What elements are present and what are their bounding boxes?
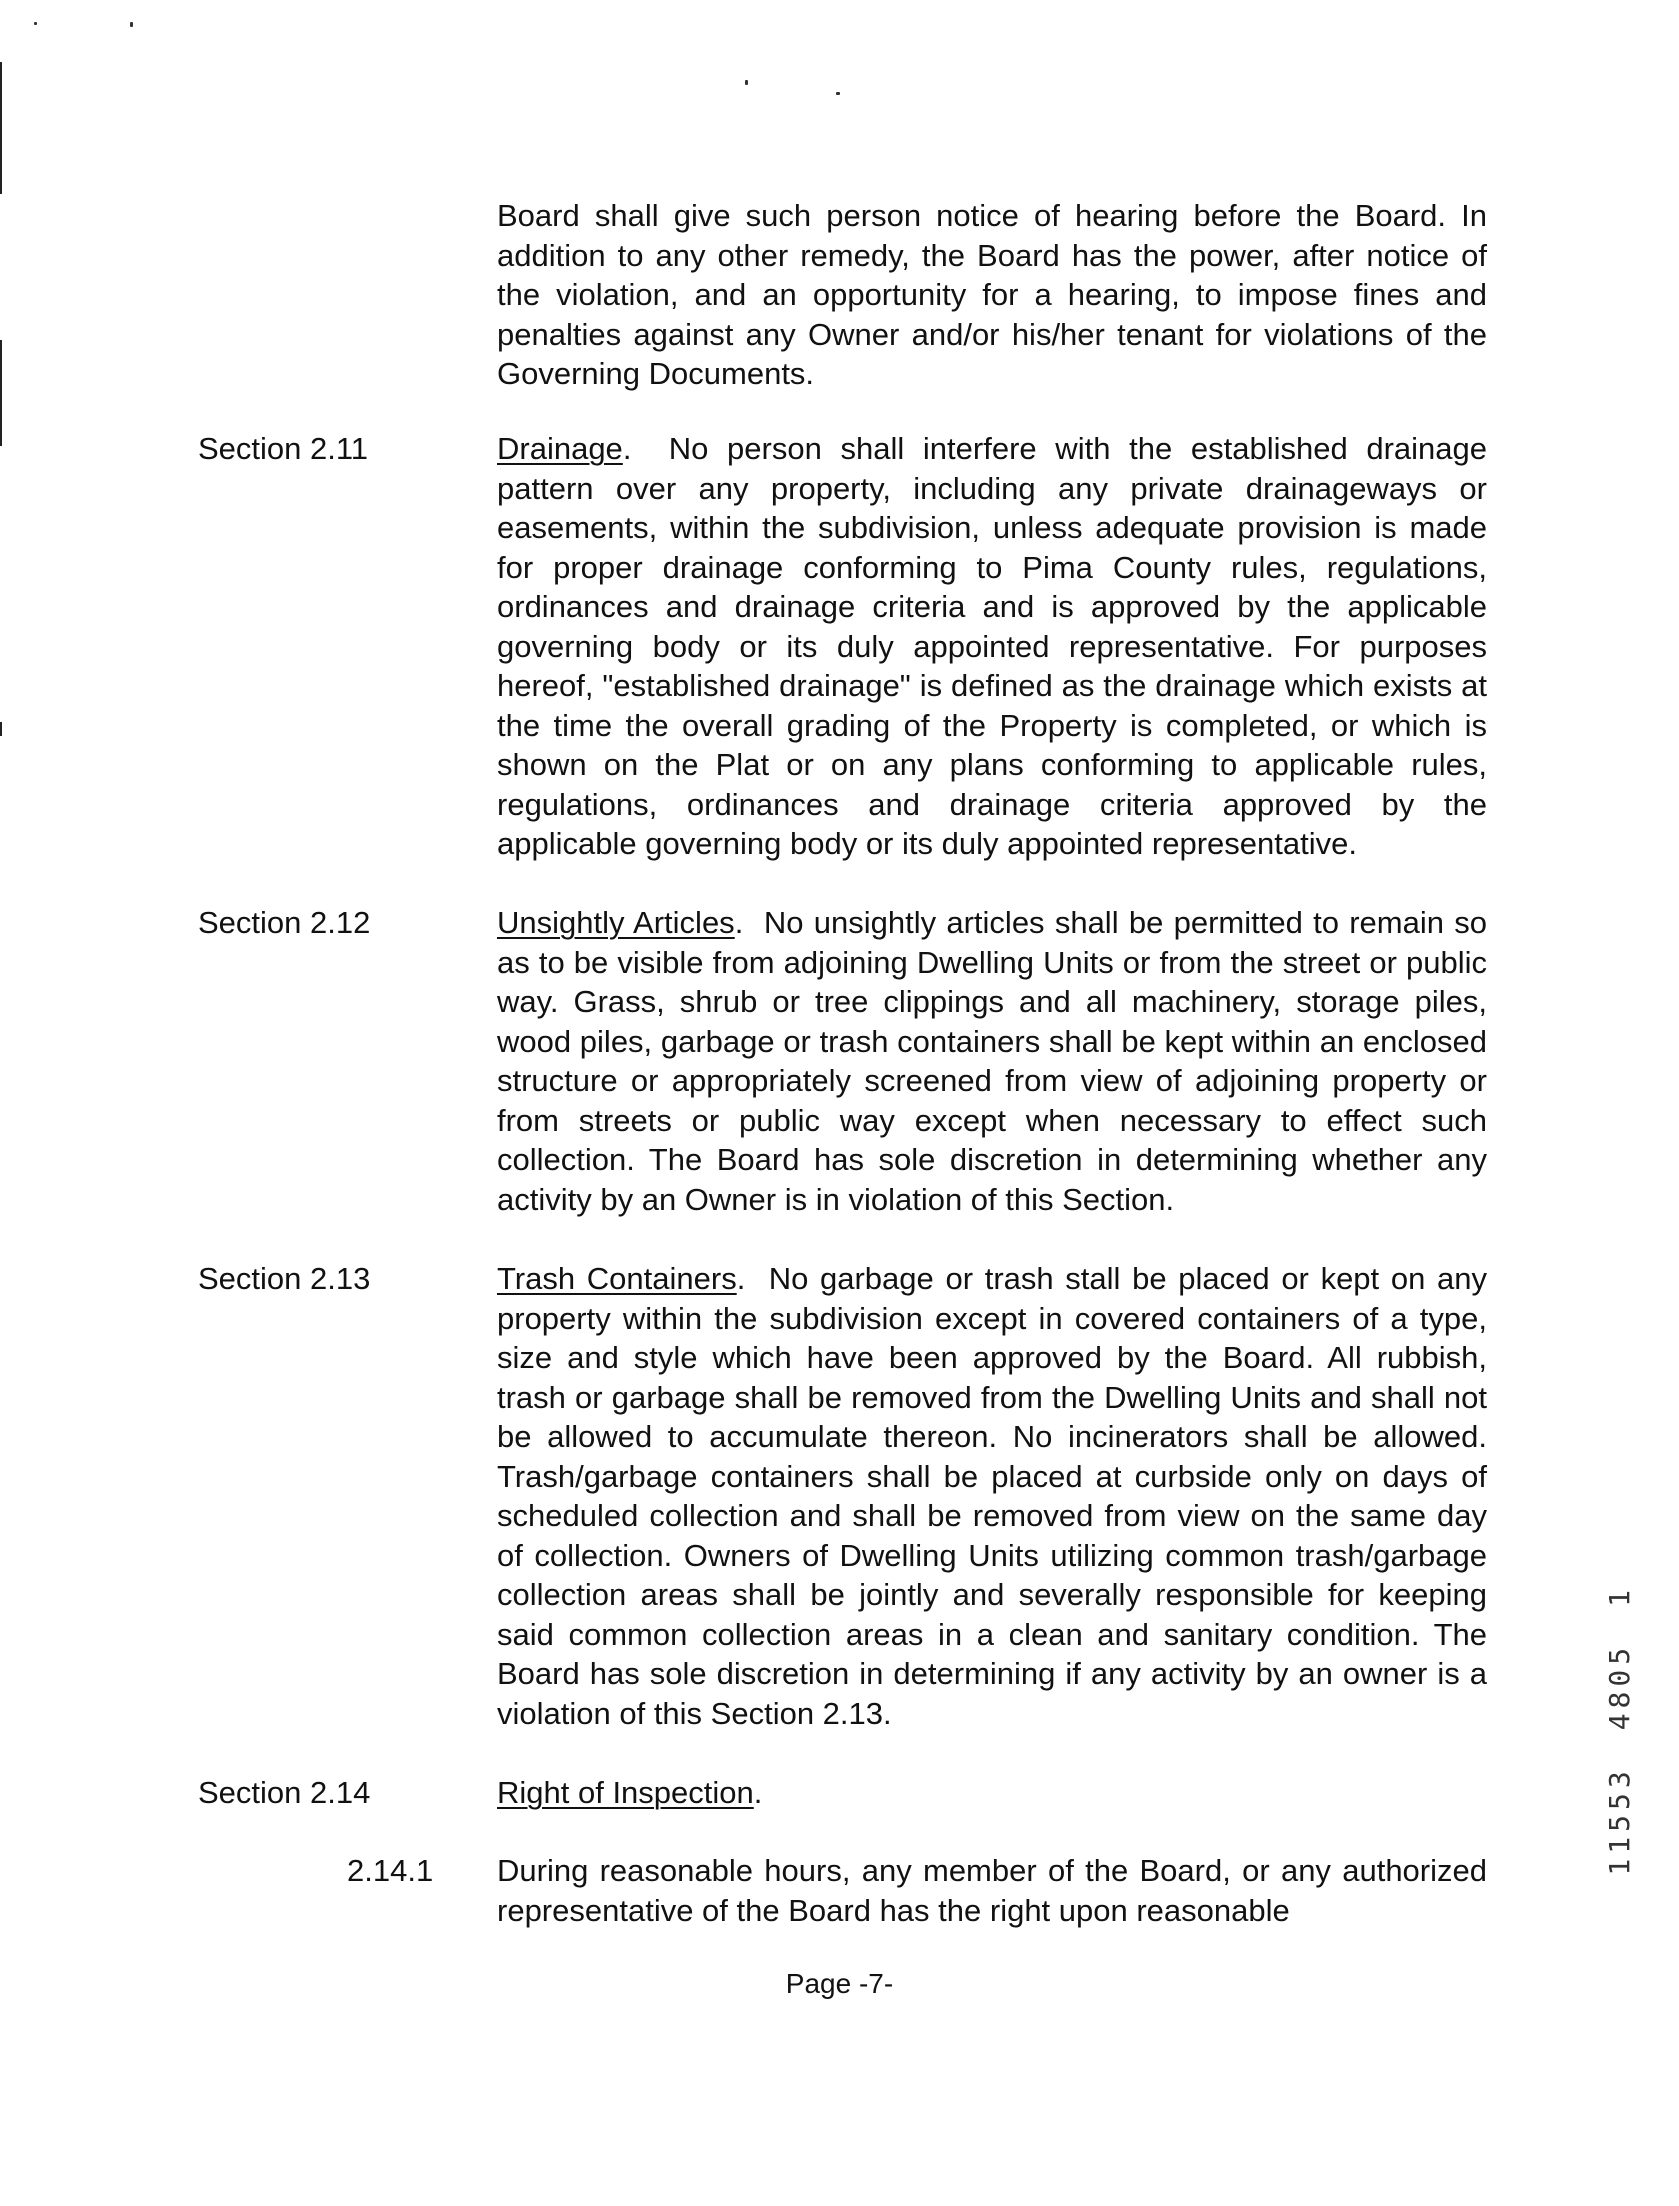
scan-edge-mark — [0, 62, 2, 194]
section-body: Unsightly Articles. No unsightly articles shall be permitted to remain so as to be visible from adjoining Dwelling Units or from the street or public way. Grass, shrub or tree clippings and all machinery, storage piles, wood piles, garbage or trash containers shall be kept within an enclosed structure or appropriately screened from view of adjoining property or from streets or public way except when necessary to effect such collection. The Board has sole discretion in determining whether any activity by an Owner is in violation of this Section. — [497, 905, 1487, 1217]
scan-speck — [34, 22, 37, 25]
scan-speck — [130, 22, 133, 27]
subsection-body: During reasonable hours, any member of the Board, or any authorized representative of the Board has the right upon reasonable — [497, 1853, 1487, 1928]
section-text: No garbage or trash stall be placed or kept on any property within the subdivision except in covered containers of a type, size and style which have been approved by the Board. All rubbish, trash or garbage shall be removed from the Dwelling Units and shall not be allowed to accumulate thereon. No incinerators shall be allowed. Trash/garbage containers shall be placed at curbside only on days of scheduled collection and shall be removed from view on the same day of collection. Owners of Dwelling Units utilizing common trash/garbage collection areas shall be jointly and severally responsible for keeping said common collection areas in a clean and sanitary condition. The Board has sole discretion in determining if any activity by an owner is a violation of this Section 2.13. — [497, 1261, 1487, 1731]
section-label: Section 2.11 — [198, 431, 369, 466]
section-title: Unsightly Articles — [497, 905, 735, 940]
section-label: Section 2.12 — [198, 905, 371, 940]
recording-stamp — [1603, 1585, 1645, 1876]
section-title: Trash Containers — [497, 1261, 737, 1296]
section-title: Drainage — [497, 431, 623, 466]
section-title: Right of Inspection — [497, 1775, 754, 1810]
scan-edge-mark — [0, 722, 2, 736]
section-body: Right of Inspection. — [497, 1775, 763, 1810]
subsection-label: 2.14.1 — [347, 1853, 434, 1888]
scan-edge-mark — [0, 340, 2, 446]
page-number: Page -7- — [785, 1968, 894, 1999]
section-text: No unsightly articles shall be permitted to remain so as to be visible from adjoining Dwelling Units or from the street or public way. Grass, shrub or tree clippings and all machinery, storage piles, wood piles, garbage or trash containers shall be kept within an enclosed structure or appropriately screened from view of adjoining property or from streets or public way except when necessary to effect such collection. The Board has sole discretion in determining whether any activity by an Owner is in violation of this Section. — [497, 905, 1487, 1217]
stamp-number: 11553 — [1603, 1766, 1636, 1876]
intro-paragraph: Board shall give such person notice of hearing before the Board. In addition to any other remedy, the Board has the power, after notice of the violation, and an opportunity for a hearing, to impose fines and penalties against any Owner and/or his/her tenant for violations of the Governing Documents. — [497, 198, 1487, 391]
scan-speck — [836, 92, 840, 95]
stamp-number: 1 — [1603, 1585, 1636, 1607]
section-body: Drainage. No person shall interfere with the established drainage pattern over any property, including any private drainageways or easements, within the subdivision, unless adequate provision is made for proper drainage conforming to Pima County rules, regulations, ordinances and drainage criteria and is approved by the applicable governing body or its duly appointed representative. For purposes hereof, "established drainage" is defined as the drainage which exists at the time the overall grading of the Property is completed, or which is shown on the Plat or on any plans conforming to applicable rules, regulations, ordinances and drainage criteria approved by the applicable governing body or its duly appointed representative. — [497, 431, 1488, 861]
section-label: Section 2.13 — [198, 1261, 371, 1296]
section-label: Section 2.14 — [198, 1775, 371, 1810]
section-body: Trash Containers. No garbage or trash stall be placed or kept on any property within the subdivision except in covered containers of a type, size and style which have been approved by the Board. All rubbish, trash or garbage shall be removed from the Dwelling Units and shall not be allowed to accumulate thereon. No incinerators shall be allowed. Trash/garbage containers shall be placed at curbside only on days of scheduled collection and shall be removed from view on the same day of collection. Owners of Dwelling Units utilizing common trash/garbage collection areas shall be jointly and severally responsible for keeping said common collection areas in a clean and sanitary condition. The Board has sole discretion in determining if any activity by an owner is a violation of this Section 2.13. — [497, 1261, 1487, 1731]
section-text: No person shall interfere with the established drainage pattern over any property, including any private drainageways or easements, within the subdivision, unless adequate provision is made for proper drainage conforming to Pima County rules, regulations, ordinances and drainage criteria and is approved by the applicable governing body or its duly appointed representative. For purposes hereof, "established drainage" is defined as the drainage which exists at the time the overall grading of the Property is completed, or which is shown on the Plat or on any plans conforming to applicable rules, regulations, ordinances and drainage criteria approved by the applicable governing body or its duly appointed representative. — [497, 431, 1488, 861]
stamp-number: 4805 — [1603, 1642, 1636, 1731]
scan-speck — [745, 80, 748, 85]
